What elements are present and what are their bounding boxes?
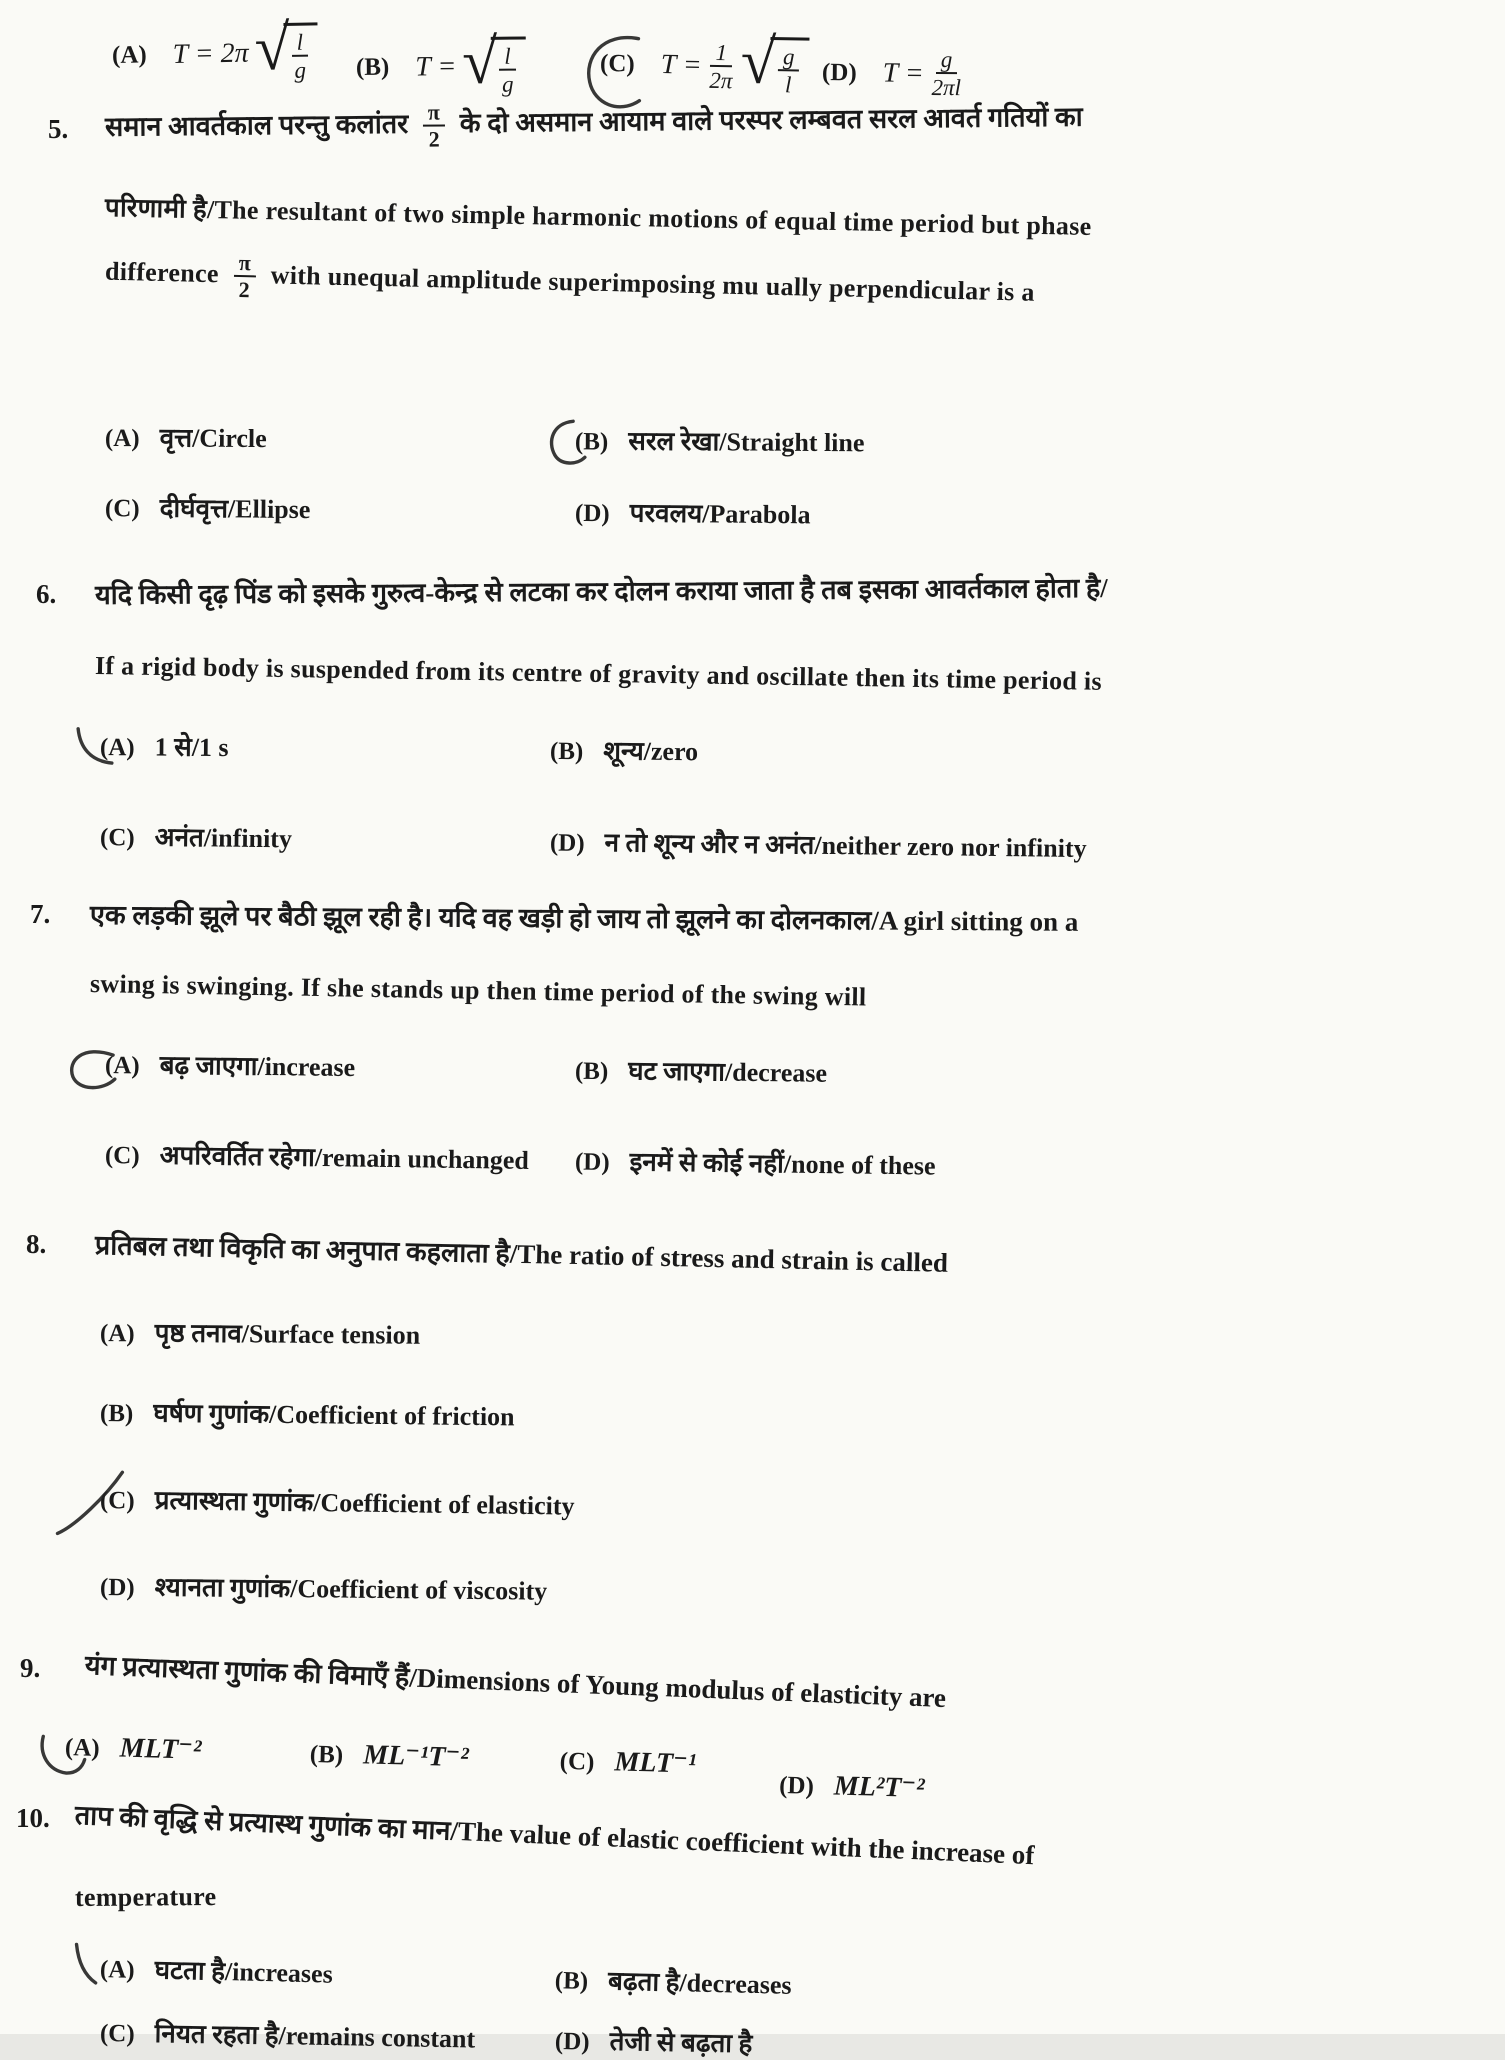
question-text-english: temperature (74, 1882, 217, 1912)
formula (415, 25, 526, 99)
fraction-denominator: g (501, 71, 514, 98)
formula-pre: T = 2π (172, 37, 249, 71)
option-a: (A) वृत्त/Circle (104, 423, 267, 454)
options-row-1 (100, 727, 698, 768)
question-9 (0, 1645, 1505, 1805)
options-row-2 (100, 2013, 753, 2060)
inline-fraction: $\frac{\pi}{2}$ (423, 100, 446, 152)
radical-sign: √ (740, 25, 777, 98)
radical-sign: √ (461, 25, 498, 98)
coefficient-fraction (709, 39, 733, 93)
question-text-hindi: यंग प्रत्यास्थता गुणांक की विमाएँ हैं/Dimensions of Young modulus of elasticity are (84, 1650, 947, 1714)
formula-option-d (822, 46, 964, 101)
options-row-1 (105, 1045, 827, 1090)
option-b: (B) घर्षण गुणांक/Coefficient of friction (99, 1398, 515, 1432)
options-row-2 (105, 1135, 936, 1183)
radical-expression (253, 11, 319, 84)
option-c: (C) दीर्घवृत्त/Ellipse (104, 493, 311, 525)
options-row-1 (105, 418, 865, 459)
option-a-row (100, 1313, 420, 1352)
question-10 (0, 1795, 1505, 2059)
formula-pre: T = (660, 49, 702, 82)
option-d: (D) न तो शून्य और न अनंत/neither zero nor infinity (549, 828, 1087, 864)
question-text-english: swing is swinging. If she stands up then time period of the swing will (89, 969, 867, 1012)
question-6 (0, 572, 1505, 895)
question-text-hindi: एक लड़की झूले पर बैठी झूल रही है। यदि वह खड़ी हो जाय तो झूलने का दोलनकाल/A girl sitting on a (89, 900, 1079, 937)
question-text-hindi: प्रतिबल तथा विकृति का अनुपात कहलाता है/The ratio of stress and strain is called (94, 1230, 949, 1278)
option-a: (A) पृष्ठ तनाव/Surface tension (99, 1318, 421, 1350)
question-number: 10. (16, 1803, 50, 1833)
question-number: 5. (48, 114, 69, 144)
option-c: (C) प्रत्यास्थता गुणांक/Coefficient of elasticity (100, 1480, 575, 1523)
option-b: (B) घट जाएगा/decrease (574, 1056, 828, 1088)
fraction (931, 47, 961, 101)
option-a: (A) घटता है/increases (100, 1949, 334, 1991)
question-number: 9. (20, 1653, 41, 1683)
formula-option-c (599, 25, 809, 98)
option-label: (C) (599, 50, 635, 78)
option-a: (A) MLT⁻² (65, 1729, 202, 1767)
fraction-denominator: l (784, 72, 792, 98)
fraction-numerator: 1 (710, 39, 732, 67)
option-c: (C) अनंत/infinity (99, 822, 293, 854)
question-text-english: difference $\frac{\pi}{2}$ with unequal amplitude superimposing mu ually perpendicular is a (104, 250, 1036, 307)
fraction-numerator: g (936, 47, 958, 74)
formula-option-a (111, 11, 318, 86)
option-b: (B) ML⁻¹T⁻² (309, 1739, 470, 1774)
option-b: (B) बढ़ता है/decreases (554, 1966, 792, 2000)
option-d: (D) इनमें से कोई नहीं/none of these (574, 1147, 936, 1181)
question-text-hindi: यदि किसी दृढ़ पिंड को इसके गुरुत्व-केन्द्र से लटका कर दोलन कराया जाता है तब इसका आवर्तकाल होता है/ (94, 572, 1108, 610)
option-label: (D) (821, 58, 857, 87)
formula (172, 11, 319, 85)
option-a: (A) 1 से/1 s (100, 727, 229, 764)
options-row (64, 1729, 926, 1805)
question-text-english: If a rigid body is suspended from its centre of gravity and oscillate then its time period is (94, 651, 1103, 696)
question-text-hindi: समान आवर्तकाल परन्तु कलांतर $\frac{\pi}{2}$ के दो असमान आयाम वाले परस्पर लम्बवत सरल आवर्त गतियों का (104, 99, 1083, 152)
fraction-numerator: l (291, 30, 308, 58)
question-8 (0, 1225, 1505, 1635)
radical-expression (740, 25, 810, 98)
formula (660, 25, 810, 98)
option-c: (C) MLT⁻¹ (559, 1746, 697, 1780)
option-d: (D) ML²T⁻² (778, 1770, 925, 1805)
option-d: (D) परवलय/Parabola (574, 498, 811, 530)
option-d-row (100, 1567, 548, 1608)
formula-pre: T = (882, 57, 924, 89)
question-number: 7. (30, 899, 51, 929)
question-5 (0, 100, 1505, 580)
options-row-1 (100, 1949, 793, 2002)
question-7 (0, 895, 1505, 1225)
fraction-denominator: g (294, 57, 307, 84)
option-label: (A) (111, 41, 147, 70)
fraction-numerator: g (778, 44, 800, 72)
fraction-numerator: l (499, 44, 516, 71)
inline-fraction: $\frac{\pi}{2}$ (233, 251, 257, 303)
options-row-2 (105, 488, 811, 531)
formula-pre: T = (415, 51, 457, 83)
option-c: (C) नियत रहता है/remains constant (99, 2018, 476, 2054)
option-c-row (100, 1480, 575, 1523)
option-d: (D) श्यानता गुणांक/Coefficient of viscosity (99, 1572, 548, 1606)
radical-expression (461, 25, 526, 98)
fraction-denominator: 2π (709, 67, 733, 94)
radical-sign: √ (253, 11, 291, 84)
option-label: (B) (355, 54, 390, 82)
options-row-2 (100, 817, 1087, 865)
option-d: (D) तेजी से बढ़ता है (554, 2026, 753, 2059)
question-number: 8. (26, 1229, 47, 1259)
formula (882, 47, 963, 101)
option-b: (B) शून्य/zero (549, 736, 699, 767)
question-text-mixed: परिणामी है/The resultant of two simple harmonic motions of equal time period but phase (104, 193, 1092, 241)
option-c: (C) अपरिवर्तित रहेगा/remain unchanged (104, 1140, 530, 1175)
formula-option-b (355, 25, 526, 99)
option-b: (B) सरल रेखा/Straight line (575, 421, 865, 459)
option-a: (A) बढ़ जाएगा/increase (105, 1045, 356, 1084)
option-b-row (100, 1393, 515, 1433)
question-text-hindi: ताप की वृद्धि से प्रत्यास्थ गुणांक का मान/The value of elastic coefficient with the increase of (74, 1800, 1035, 1871)
fraction-denominator: 2πl (931, 75, 962, 101)
question-number: 6. (36, 579, 57, 609)
